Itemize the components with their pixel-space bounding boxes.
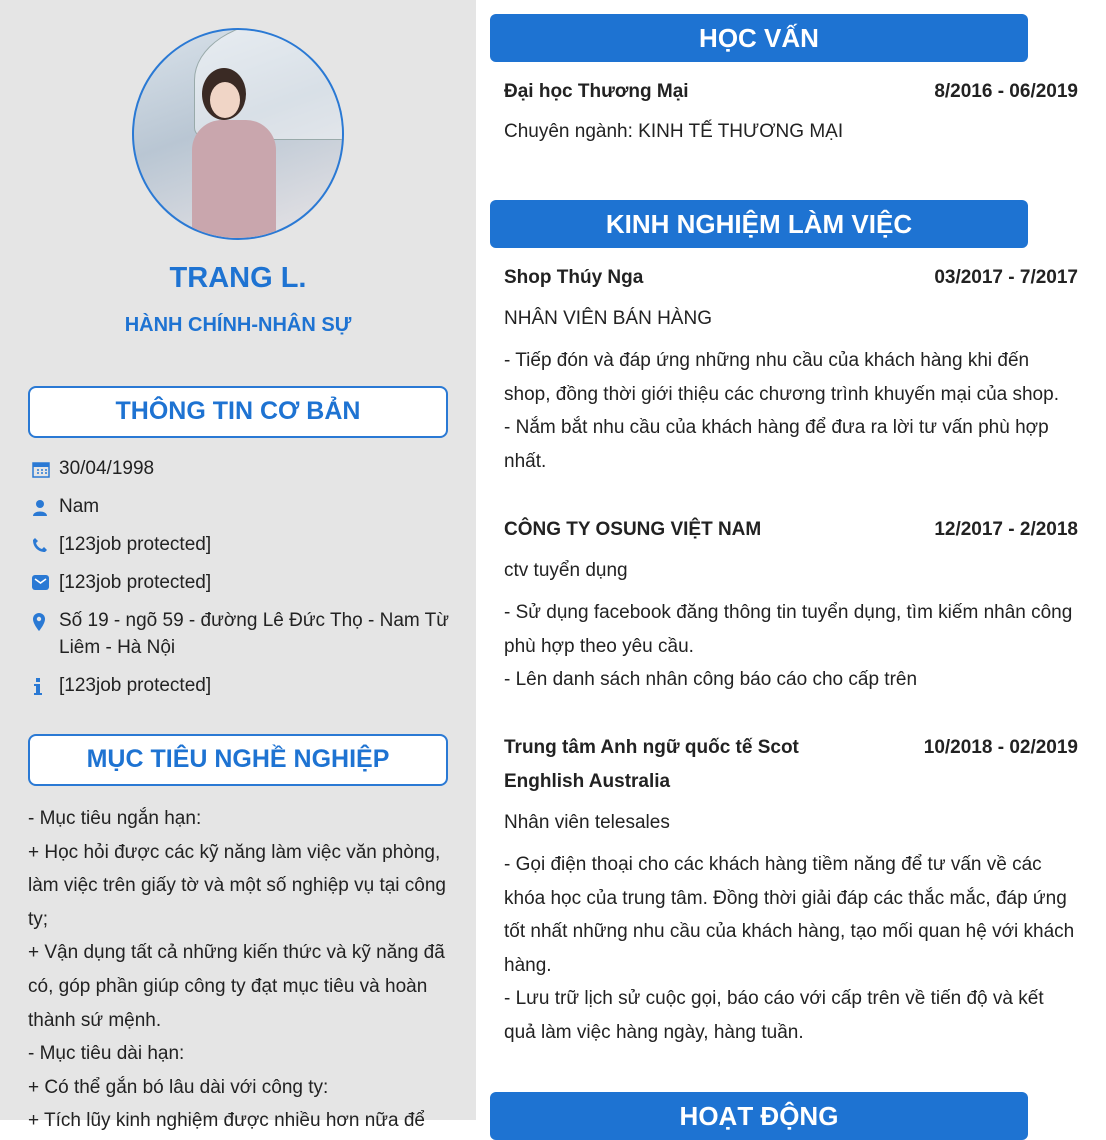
activities-heading: HOẠT ĐỘNG — [490, 1092, 1028, 1140]
phone-icon — [32, 531, 59, 558]
info-birthdate: 30/04/1998 — [32, 455, 452, 482]
avatar — [132, 28, 344, 240]
candidate-title: HÀNH CHÍNH-NHÂN SỰ — [124, 314, 352, 336]
candidate-name: TRANG L. — [169, 262, 307, 294]
info-email: [123job protected] — [32, 569, 452, 596]
basic-info-list — [32, 455, 452, 710]
info-extra: [123job protected] — [32, 672, 452, 699]
info-phone: [123job protected] — [32, 531, 452, 558]
envelope-icon — [32, 569, 59, 596]
basic-info-heading: THÔNG TIN CƠ BẢN — [28, 386, 448, 438]
career-goal-text: - Mục tiêu ngắn hạn: + Học hỏi được các kỹ năng làm việc văn phòng, làm việc trên giấy tờ và một số nghiệp vụ tại công ty; + Vận dụng tất cả những kiến thức và kỹ năng đã có, góp phần giúp công ty đạt mục tiêu và hoàn thành sứ mệnh. - Mục tiêu dài hạn: + Có thể gắn bó lâu dài với công ty: + Tích lũy kinh nghiệm được nhiều hơn nữa để — [28, 808, 446, 1132]
education-entry — [504, 75, 1078, 149]
user-icon — [32, 493, 59, 520]
career-goal-heading: MỤC TIÊU NGHỀ NGHIỆP — [28, 734, 448, 786]
experience-entry: CÔNG TY OSUNG VIỆT NAM 12/2017 - 2/2018 ctv tuyển dụng - Sử dụng facebook đăng thông tin tuyển dụng, tìm kiếm nhân công phù hợp theo yêu cầu. - Lên danh sách nhân công báo cáo cho cấp trên — [504, 519, 1078, 691]
info-gender: Nam — [32, 493, 452, 520]
map-marker-icon — [32, 607, 59, 661]
education-major: Chuyên ngành: KINH TẾ THƯƠNG MẠI — [504, 121, 844, 142]
calendar-icon — [32, 455, 59, 482]
info-address: Số 19 - ngõ 59 - đường Lê Đức Thọ - Nam Từ Liêm - Hà Nội — [32, 607, 452, 661]
experience-heading: KINH NGHIỆM LÀM VIỆC — [490, 200, 1028, 248]
school-name: Đại học Thương Mại — [504, 81, 689, 102]
right-column — [476, 0, 1106, 1131]
education-period: 8/2016 - 06/2019 — [934, 81, 1078, 102]
info-icon — [32, 672, 59, 699]
experience-entry: Shop Thúy Nga 03/2017 - 7/2017 NHÂN VIÊN BÁN HÀNG - Tiếp đón và đáp ứng những nhu cầu của khách hàng khi đến shop, đồng thời giới thiệu các chương trình khuyến mại của shop. - Nắm bắt nhu cầu của khách hàng để đưa ra lời tư vấn phù hợp nhất. — [504, 267, 1078, 472]
left-column — [0, 0, 476, 1132]
experience-entry: Trung tâm Anh ngữ quốc tế Scot Enghlish Australia 10/2018 - 02/2019 Nhân viên telesales - Gọi điện thoại cho các khách hàng tiềm năng để tư vấn về các khóa học của trung tâm. Đồng thời giải đáp các thắc mắc, đáp ứng tốt nhất những nhu cầu của khách hàng, tạo mối quan hệ với khách hàng. - Lưu trữ lịch sử cuộc gọi, báo cáo với cấp trên về tiến độ và kết quả làm việc hàng ngày, hàng tuần. — [504, 737, 1078, 1043]
education-heading: HỌC VẤN — [490, 14, 1028, 62]
